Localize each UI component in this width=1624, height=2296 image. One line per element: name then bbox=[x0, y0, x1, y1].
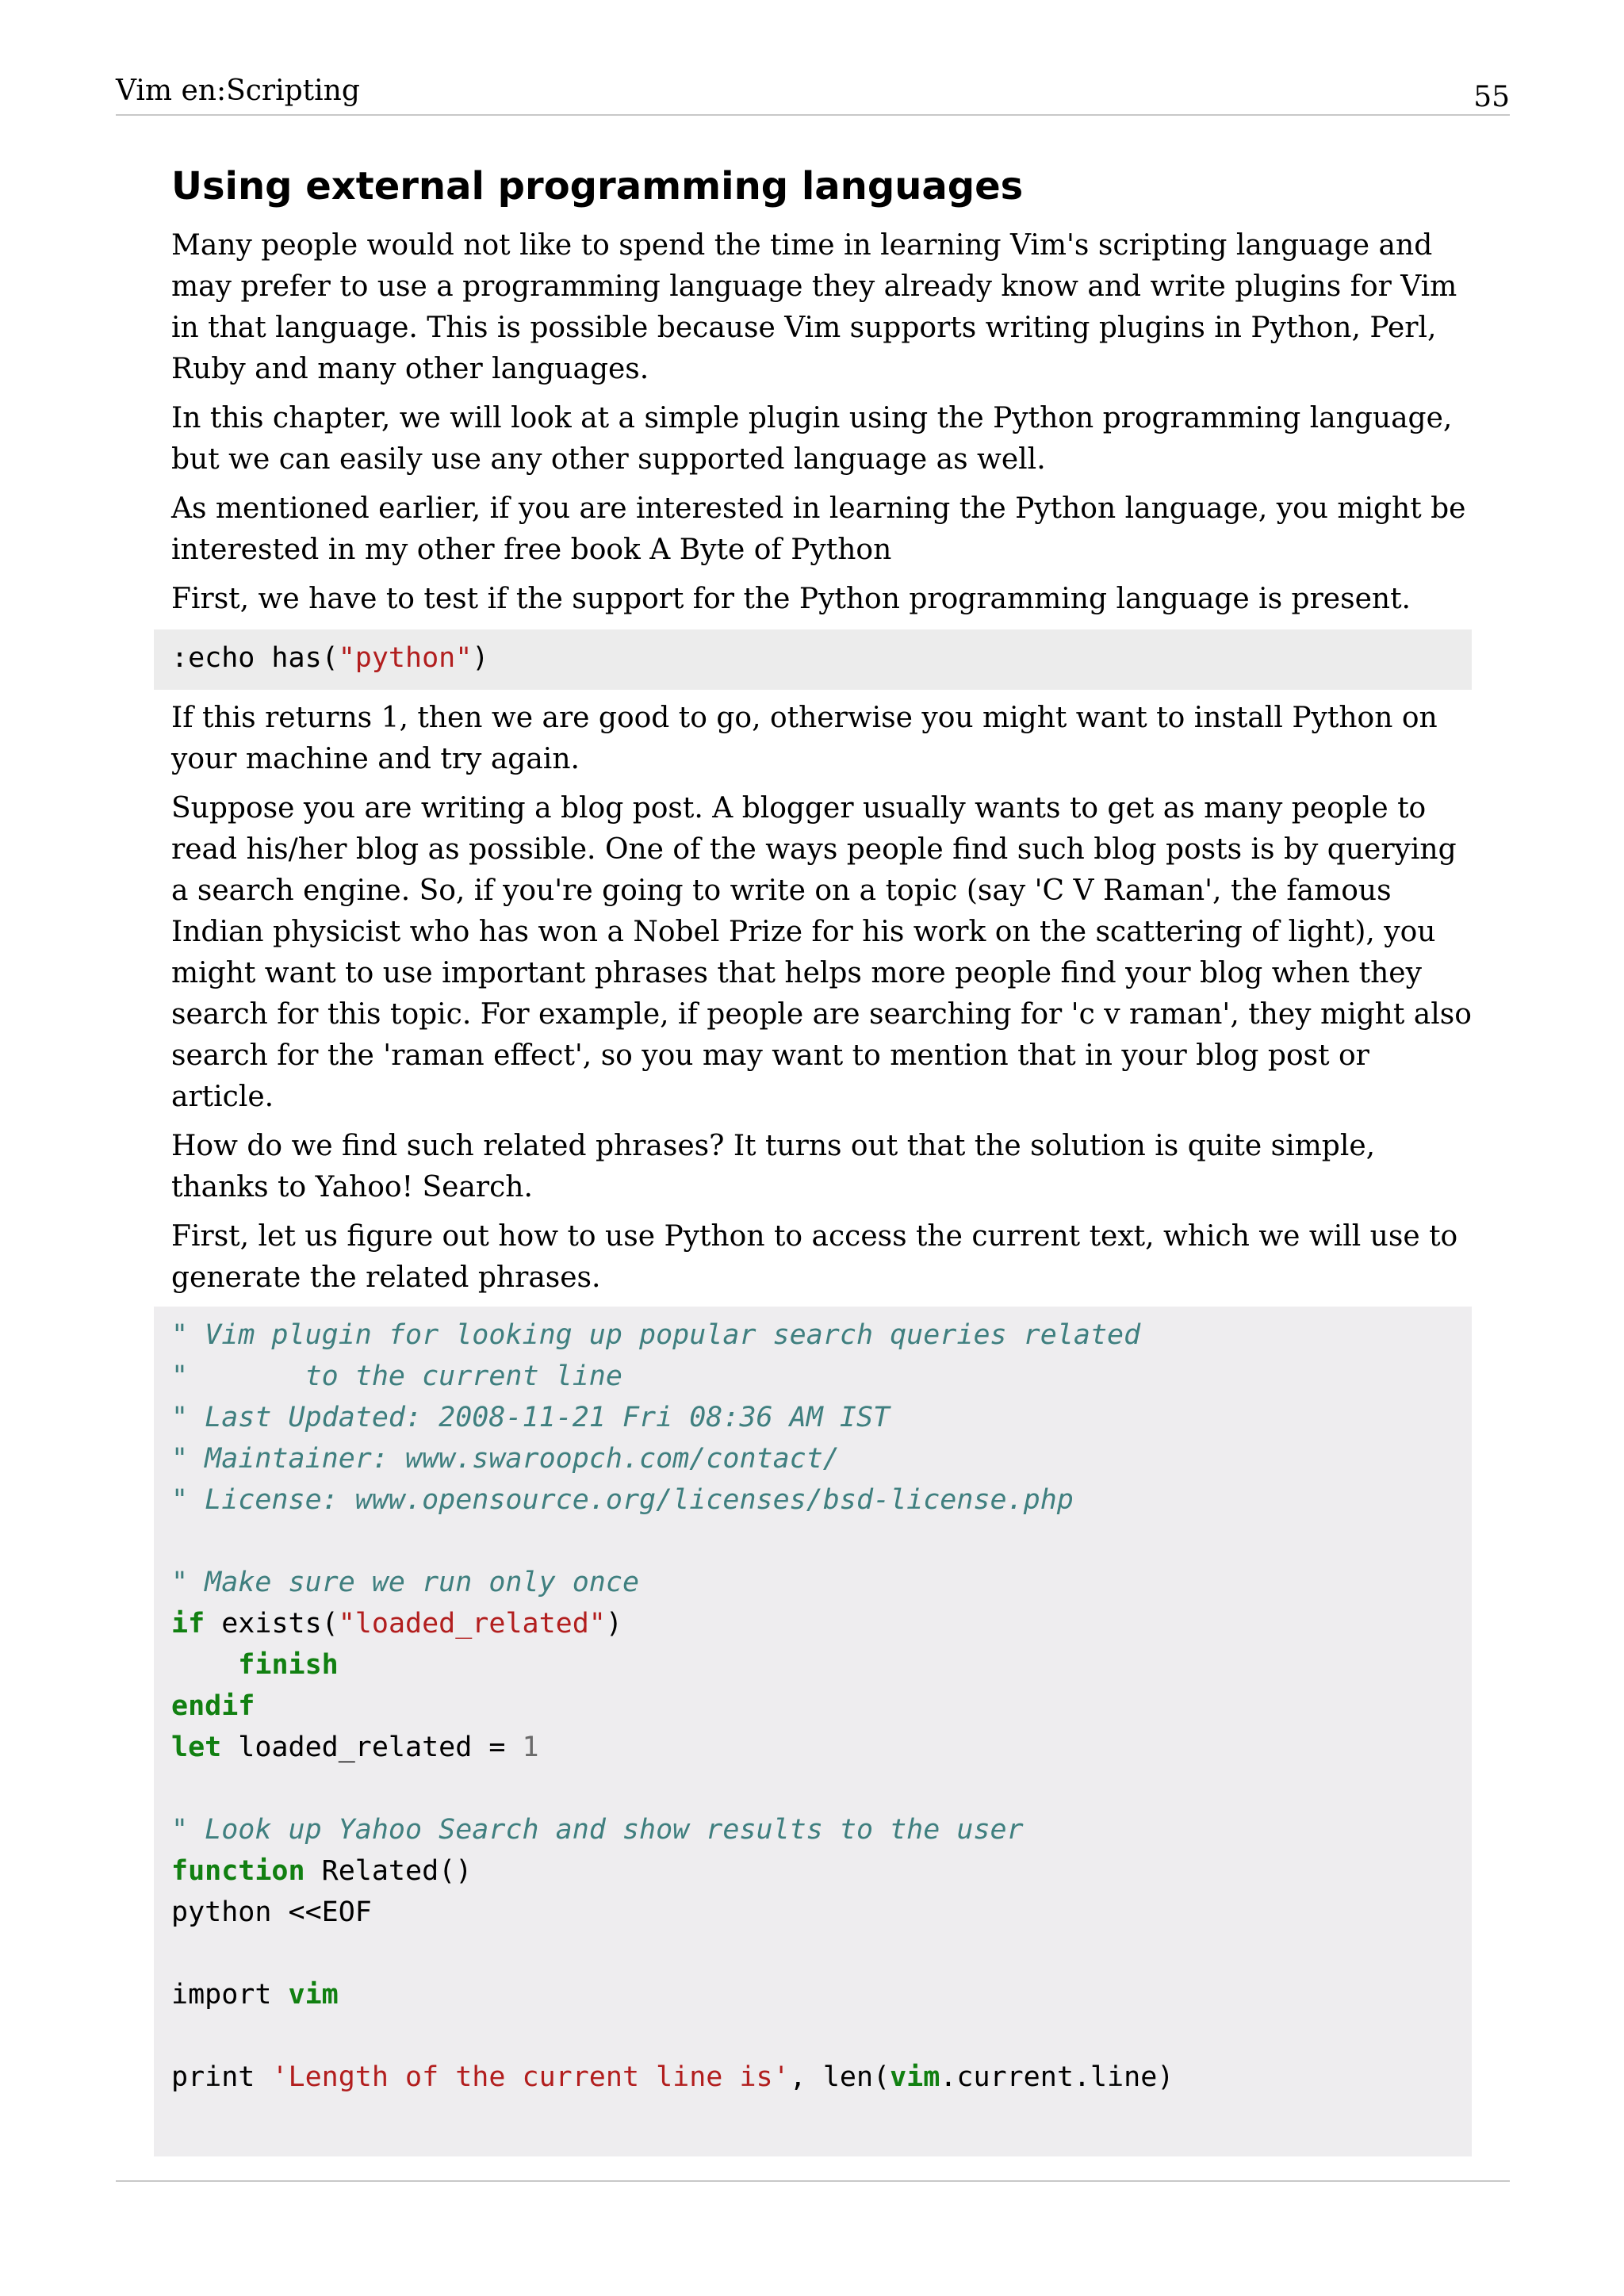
code-comment: " Make sure we run only once bbox=[171, 1567, 640, 1598]
code-keyword: function bbox=[171, 1855, 305, 1887]
code-text: , len( bbox=[789, 2061, 891, 2093]
code-line bbox=[171, 2057, 1454, 2098]
code-text: ) bbox=[472, 642, 489, 674]
paragraph: Suppose you are writing a blog post. A blogger usually wants to get as many people to read his/her blog as possible. One of the ways people find such blog posts is by querying a search engine. So, if you're going to write on a topic (say 'C V Raman', the famous Indian physicist who has won a Nobel Prize for his work on the scattering of light), you might want to use important phrases that helps more people find your blog when they search for this topic. For example, if people are searching for 'c v raman', they might also search for the 'raman effect', so you may want to mention that in your blog post or article. bbox=[171, 792, 1472, 1113]
code-comment: " Last Updated: 2008-11-21 Fri 08:36 AM IST bbox=[171, 1402, 891, 1433]
section-heading: Using external programming languages bbox=[171, 164, 1024, 209]
code-keyword: finish bbox=[238, 1649, 339, 1681]
code-string: 'Length of the current line is' bbox=[271, 2061, 790, 2093]
code-module: vim bbox=[288, 1979, 339, 2011]
paragraph: Many people would not like to spend the time in learning Vim's scripting language and may prefer to use a programming language they already know and write plugins for Vim in that language. This is possible because Vim supports writing plugins in Python, Perl, Ruby and many other languages. bbox=[171, 229, 1457, 385]
code-block-plugin bbox=[154, 1307, 1472, 2156]
code-text: print bbox=[171, 2061, 272, 2093]
code-text: ) bbox=[605, 1608, 622, 1640]
code-string: "loaded_related" bbox=[338, 1608, 606, 1640]
paragraph: First, let us figure out how to use Python to access the current text, which we will use to generate the related phrases. bbox=[171, 1220, 1458, 1294]
code-keyword: endif bbox=[171, 1690, 255, 1722]
code-blank-line bbox=[171, 1521, 1454, 1562]
code-line bbox=[171, 1644, 1454, 1686]
paragraph: In this chapter, we will look at a simple plugin using the Python programming language, but we can easily use any other supported language as well. bbox=[171, 402, 1453, 476]
code-line bbox=[171, 1727, 1454, 1768]
code-keyword: if bbox=[171, 1608, 205, 1640]
code-blank-line bbox=[171, 1933, 1454, 1974]
code-string: "python" bbox=[338, 642, 473, 674]
page-number: 55 bbox=[1473, 81, 1510, 113]
code-blank-line bbox=[171, 1768, 1454, 1809]
code-text: exists( bbox=[205, 1608, 339, 1640]
code-number: 1 bbox=[522, 1732, 539, 1763]
code-text: Related() bbox=[304, 1855, 473, 1887]
code-blank-line bbox=[171, 2015, 1454, 2057]
code-block-echo bbox=[154, 629, 1472, 690]
main-content bbox=[171, 159, 1472, 2164]
paragraph: As mentioned earlier, if you are interested in learning the Python language, you might be interested in my other free book A Byte of Python bbox=[171, 492, 1466, 566]
code-line bbox=[171, 1850, 1454, 1892]
code-text: :echo has( bbox=[171, 642, 339, 674]
code-comment: " License: www.opensource.org/licenses/bsd-license.php bbox=[171, 1484, 1074, 1516]
code-comment: " Maintainer: www.swaroopch.com/contact/ bbox=[171, 1443, 840, 1475]
code-line bbox=[171, 637, 1454, 679]
code-keyword: let bbox=[171, 1732, 222, 1763]
paragraph: If this returns 1, then we are good to go, otherwise you might want to install Python on your machine and try again. bbox=[171, 702, 1438, 775]
code-comment: " to the current line bbox=[171, 1360, 622, 1392]
page-header bbox=[116, 73, 1510, 116]
code-line: python <<EOF bbox=[171, 1896, 372, 1928]
code-text: loaded_related = bbox=[221, 1732, 523, 1763]
code-module: vim bbox=[890, 2061, 940, 2093]
running-title: Vim en:Scripting bbox=[116, 75, 360, 107]
code-line bbox=[171, 1974, 1454, 2015]
code-indent bbox=[171, 1649, 238, 1681]
code-line bbox=[171, 1603, 1454, 1644]
code-comment: " Look up Yahoo Search and show results to the user bbox=[171, 1814, 1024, 1846]
code-comment: " Vim plugin for looking up popular search queries related bbox=[171, 1319, 1141, 1351]
code-text: import bbox=[171, 1979, 289, 2011]
paragraph: How do we find such related phrases? It turns out that the solution is quite simple, thanks to Yahoo! Search. bbox=[171, 1130, 1376, 1203]
paragraph: First, we have to test if the support for the Python programming language is present. bbox=[171, 583, 1411, 615]
code-text: .current.line) bbox=[940, 2061, 1174, 2093]
footer-rule bbox=[116, 2180, 1510, 2182]
